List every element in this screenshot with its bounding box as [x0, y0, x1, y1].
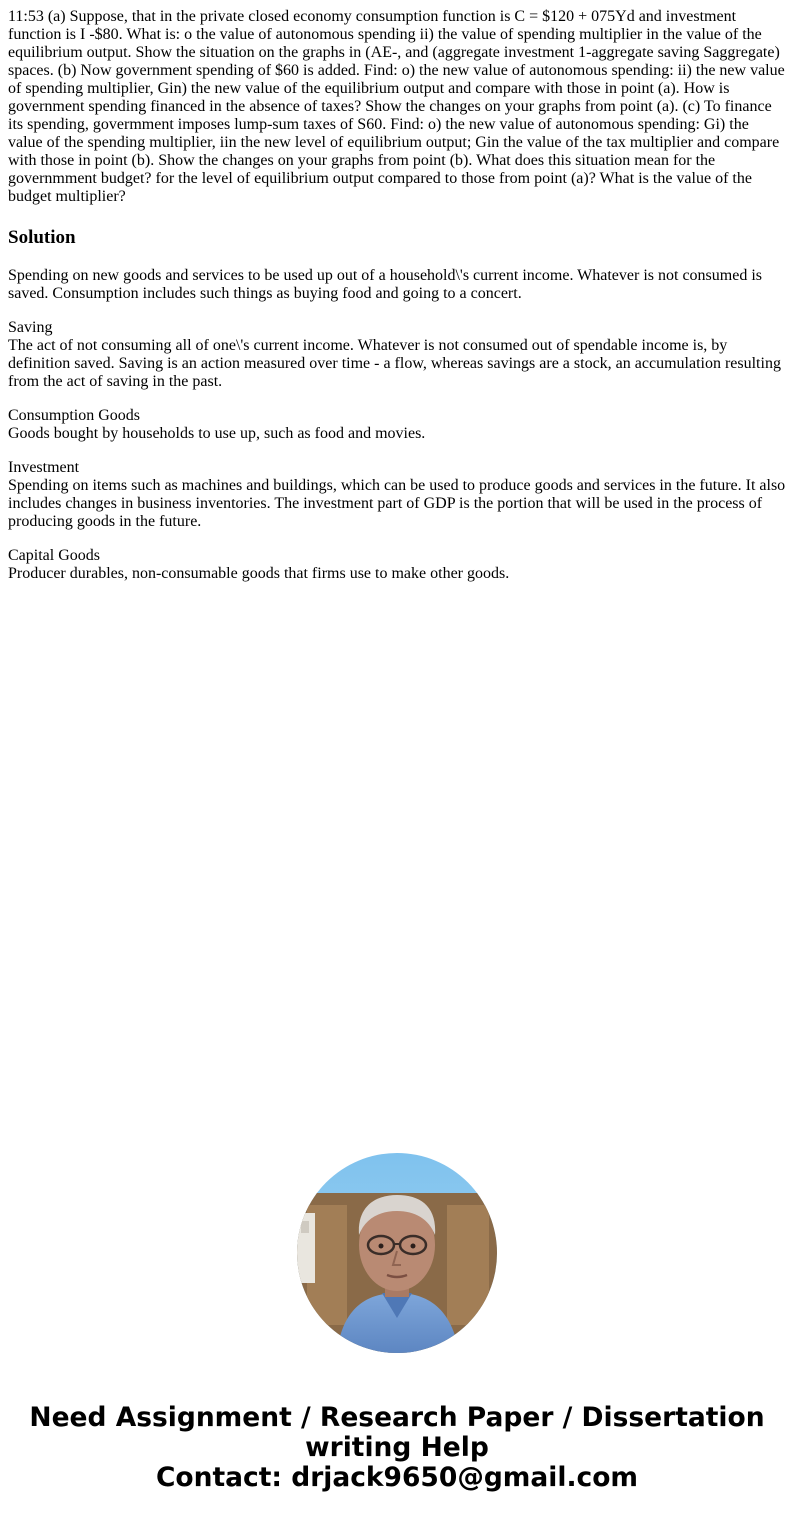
term-title: Saving [8, 319, 53, 336]
term-definition: Spending on items such as machines and buildings, which can be used to produce goods and services in the future. It also includes changes in business inventories. The investment part of GDP is the portion that will be used in the process of producing goods in the future. [8, 477, 786, 530]
promo-banner [0, 1403, 794, 1493]
term-title: Investment [8, 459, 80, 476]
solution-heading: Solution [8, 227, 76, 248]
question-text: 11:53 (a) Suppose, that in the private closed economy consumption function is C = $120 + 075Yd and investment function is I -$80. What is: o the value of autonomous spending ii) the value of spending multiplier in the value of the equilibrium output. Show the situation on the graphs in (AE-, and (aggregate investment 1-aggregate saving Saggregate) spaces. (b) Now government spending of $60 is added. Find: o) the new value of autonomous spending: ii) the new value of spending multiplier, Gin) the new value of the equilibrium output and compare with those in point (a). How is government spending financed in the absence of taxes? Show the changes on your graphs from point (a). (c) To finance its spending, govermment imposes lump-sum taxes of S60. Find: o) the new value of autonomous spending: Gi) the value of the spending multiplier, iin the new level of equilibrium output; Gin the value of the tax multiplier and compare with those in point (b). Show the changes on your graphs from point (b). What does this situation mean for the governmment budget? for the level of equilibrium output compared to those from point (a)? What is the value of the budget multiplier? [8, 8, 785, 205]
term-definition: Producer durables, non-consumable goods that firms use to make other goods. [8, 565, 510, 582]
term-definition: Goods bought by households to use up, such as food and movies. [8, 425, 426, 442]
promo-contact: Contact: drjack9650@gmail.com [155, 1462, 639, 1493]
term-title: Capital Goods [8, 547, 100, 564]
term-capital-goods [8, 547, 786, 583]
term-consumption-goods [8, 407, 786, 443]
term-saving [8, 319, 786, 391]
person-photo-icon [297, 1153, 497, 1353]
term-title: Consumption Goods [8, 407, 141, 424]
author-avatar [297, 1153, 497, 1353]
term-definition: The act of not consuming all of one\'s current income. Whatever is not consumed out of spendable income is, by definition saved. Saving is an action measured over time - a flow, whereas savings are a stock, an accumulation resulting from the act of saving in the past. [8, 337, 781, 390]
term-investment [8, 459, 786, 531]
promo-line-2: writing Help [305, 1432, 489, 1463]
document-content [8, 8, 786, 599]
promo-line-1: Need Assignment / Research Paper / Dissertation [29, 1402, 765, 1433]
solution-intro: Spending on new goods and services to be used up out of a household\'s current income. Whatever is not consumed is saved. Consumption includes such things as buying food and going to a concert. [8, 267, 762, 302]
